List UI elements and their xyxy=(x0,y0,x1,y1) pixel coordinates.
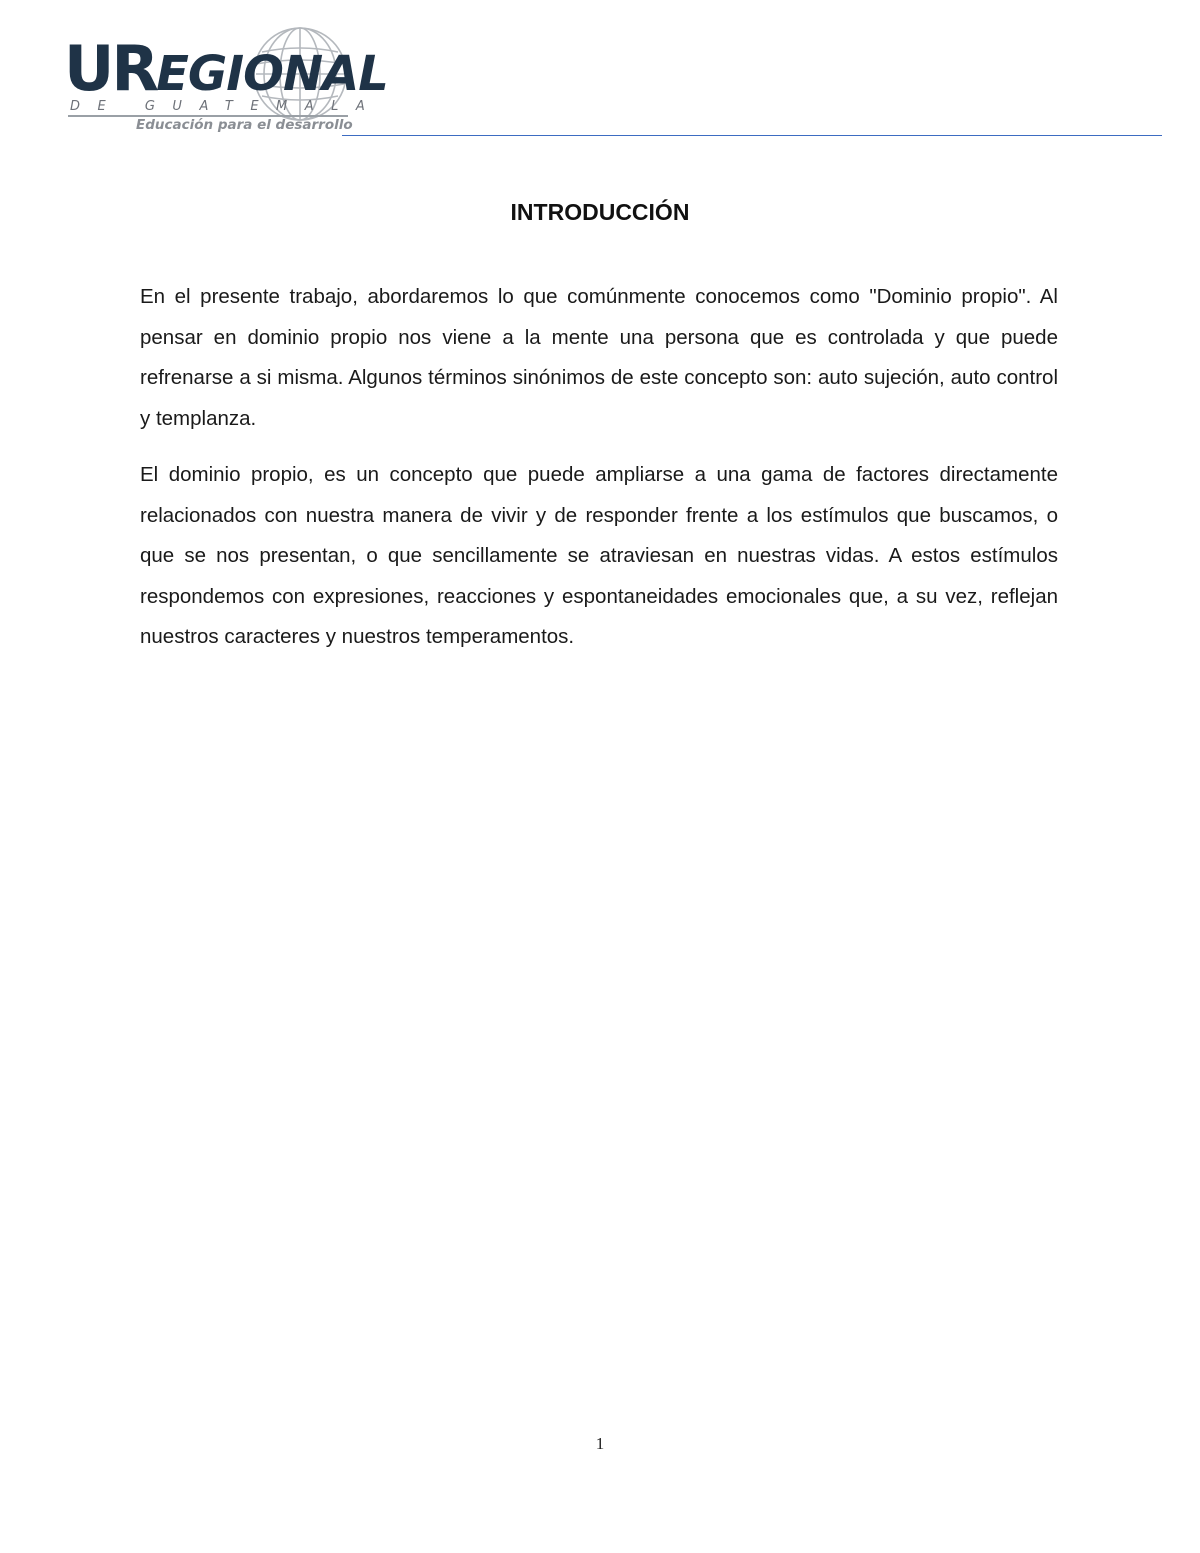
uregional-logo xyxy=(60,20,388,138)
header-rule xyxy=(342,135,1162,136)
logo-wordmark xyxy=(64,32,388,105)
page-header xyxy=(60,20,1170,140)
logo-wordmark-rest: EGIONAL xyxy=(156,46,388,102)
page-number: 1 xyxy=(595,1434,605,1453)
logo-initials: UR xyxy=(64,32,157,105)
logo-tagline: Educación para el desarrollo xyxy=(136,117,353,133)
logo-subtitle: DE GUATEMALA xyxy=(70,99,383,114)
paragraph: En el presente trabajo, abordaremos lo que comúnmente conocemos como "Dominio propio". Al pensar en dominio propio nos viene a la mente una persona que es controlada y que puede refrenarse a si misma. Algunos términos sinónimos de este concepto son: auto sujeción, auto control y templanza. xyxy=(140,285,1058,430)
page-title: INTRODUCCIÓN xyxy=(510,199,690,225)
paragraph: El dominio propio, es un concepto que puede ampliarse a una gama de factores directamente relacionados con nuestra manera de vivir y de responder frente a los estímulos que buscamos, o que se nos presentan, o que sencillamente se atraviesan en nuestras vidas. A estos estímulos respondemos con expresiones, reacciones y espontaneidades emocionales que, a su vez, reflejan nuestros caracteres y nuestros temperamentos. xyxy=(140,463,1058,648)
document-body xyxy=(140,277,1058,674)
